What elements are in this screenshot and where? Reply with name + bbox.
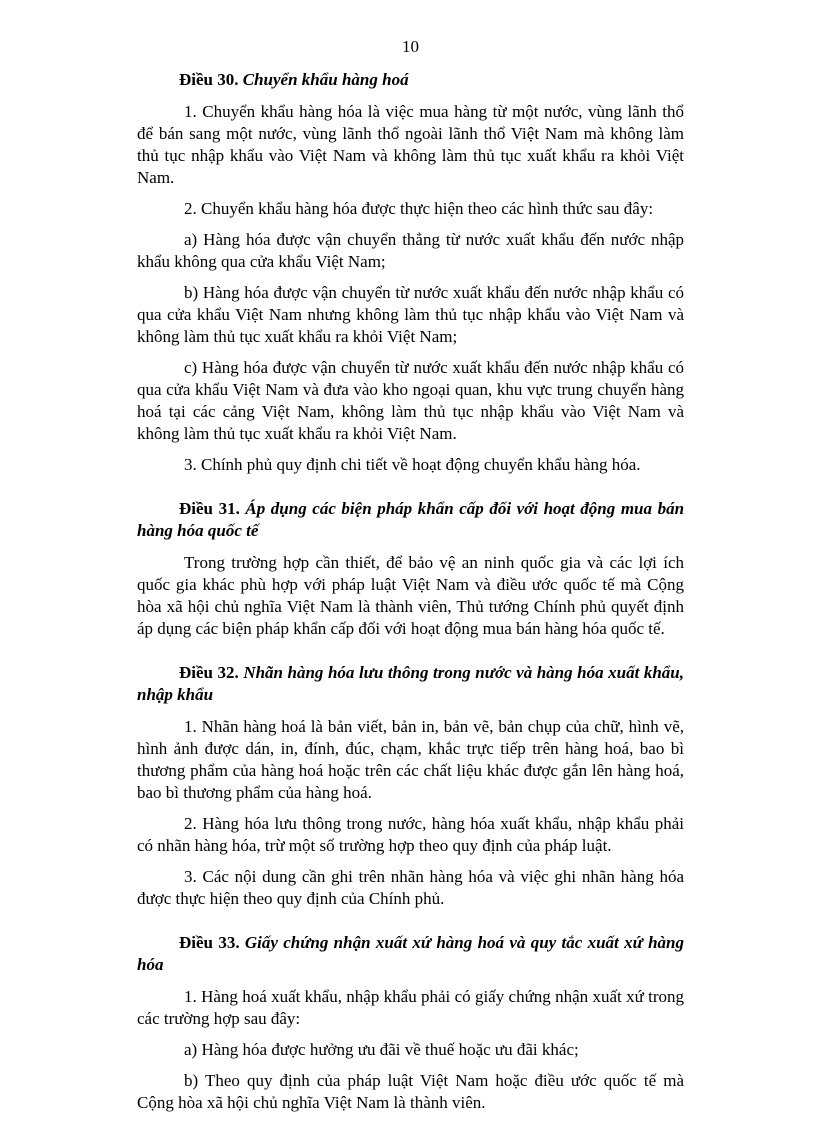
article-paragraph: a) Hàng hóa được vận chuyển thẳng từ nước xuất khẩu đến nước nhập khẩu không qua cửa khẩu Việt Nam; [137,230,684,271]
article-paragraph: c) Hàng hóa được vận chuyển từ nước xuất khẩu đến nước nhập khẩu có qua cửa khẩu Việt Nam và đưa vào kho ngoại quan, khu vực trung chuyển hàng hoá tại các cảng Việt Nam, không làm thủ tục nhập khẩu vào Việt Nam và không làm thủ tục xuất khẩu ra khỏi Việt Nam. [137,358,684,443]
article-heading [137,932,684,976]
article-label: Điều 32. [179,663,239,682]
article-label: Điều 33. [179,933,240,952]
article-paragraph: Trong trường hợp cần thiết, để bảo vệ an ninh quốc gia và các lợi ích quốc gia khác phù hợp với pháp luật Việt Nam và điều ước quốc tế mà Cộng hòa xã hội chủ nghĩa Việt Nam là thành viên, Thủ tướng Chính phủ quyết định áp dụng các biện pháp khẩn cấp đối với hoạt động mua bán hàng hóa quốc tế. [137,553,684,638]
article-heading [137,662,684,706]
article-paragraph: a) Hàng hóa được hưởng ưu đãi về thuế hoặc ưu đãi khác; [184,1040,579,1059]
article-title: Giấy chứng nhận xuất xứ hàng hoá và quy tắc xuất xứ hàng hóa [137,933,684,974]
article-label: Điều 30. [179,70,239,89]
article-30 [137,69,684,476]
article-paragraph: 1. Chuyển khẩu hàng hóa là việc mua hàng từ một nước, vùng lãnh thổ để bán sang một nước, vùng lãnh thổ ngoài lãnh thổ Việt Nam mà không làm thủ tục nhập khẩu vào Việt Nam và không làm thủ tục xuất khẩu ra khỏi Việt Nam. [137,102,684,187]
article-paragraph: 3. Các nội dung cần ghi trên nhãn hàng hóa và việc ghi nhãn hàng hóa được thực hiện theo quy định của Chính phủ. [137,867,684,908]
article-heading [137,69,684,91]
article-paragraph: 1. Nhãn hàng hoá là bản viết, bản in, bản vẽ, bản chụp của chữ, hình vẽ, hình ảnh được dán, in, đính, đúc, chạm, khắc trực tiếp trên hàng hoá, bao bì thương phẩm của hàng hoá hoặc trên các chất liệu khác được gắn lên hàng hoá, bao bì thương phẩm của hàng hoá. [137,717,684,802]
article-heading [137,498,684,542]
article-32 [137,662,684,910]
spacer [137,649,684,662]
article-paragraph: 3. Chính phủ quy định chi tiết về hoạt động chuyển khẩu hàng hóa. [184,455,641,474]
article-33 [137,932,684,1114]
article-31 [137,498,684,640]
article-title: Áp dụng các biện pháp khẩn cấp đối với hoạt động mua bán hàng hóa quốc tế [137,499,685,540]
article-paragraph: b) Theo quy định của pháp luật Việt Nam hoặc điều ước quốc tế mà Cộng hòa xã hội chủ nghĩa Việt Nam là thành viên. [137,1071,684,1112]
article-paragraph: 2. Chuyển khẩu hàng hóa được thực hiện theo các hình thức sau đây: [184,199,654,218]
article-paragraph: 2. Hàng hóa lưu thông trong nước, hàng hóa xuất khẩu, nhập khẩu phải có nhãn hàng hóa, trừ một số trường hợp theo quy định của pháp luật. [137,814,684,855]
article-title: Nhãn hàng hóa lưu thông trong nước và hàng hóa xuất khẩu, nhập khẩu [137,663,684,704]
article-paragraph: b) Hàng hóa được vận chuyển từ nước xuất khẩu đến nước nhập khẩu có qua cửa khẩu Việt Nam nhưng không làm thủ tục nhập khẩu vào Việt Nam và không làm thủ tục xuất khẩu ra khỏi Việt Nam; [137,283,684,346]
article-label: Điều 31. [179,499,240,518]
spacer [137,485,684,498]
page-number: 10 [402,37,419,56]
spacer [137,919,684,932]
article-title: Chuyển khẩu hàng hoá [242,70,409,89]
article-paragraph: 1. Hàng hoá xuất khẩu, nhập khẩu phải có giấy chứng nhận xuất xứ trong các trường hợp sau đây: [137,987,684,1028]
document-body [137,69,684,1123]
